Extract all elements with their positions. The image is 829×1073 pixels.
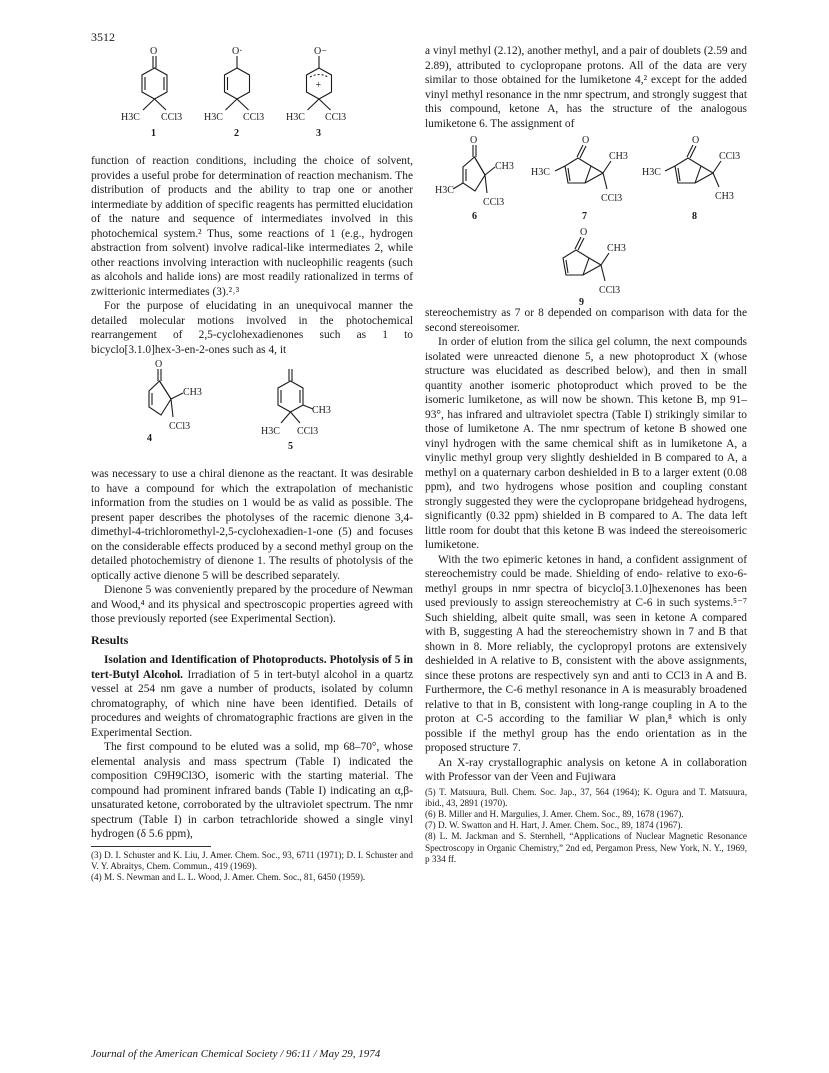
structure-8 xyxy=(642,135,740,222)
subsection-heading: Isolation and Identification of Photoproducts. Photolysis of 5 in tert-Butyl Alcohol. xyxy=(91,654,413,681)
paragraph: With the two epimeric ketones in hand, a confident assignment of stereochemistry could be made. Shielding of endo- relative to exo-6-methyl groups in nmr spectra of bicyclo[3.1.0]hexenones has been used previously to assign stereochemistry at C-6 in such systems.⁵⁻⁷ Such shielding, albeit quite small, was seen in ketone A compared with B, suggesting A had the stereochemistry shown in 7 and B that shown in 8. More reliably, the cyclopropyl protons are extensively deshielded in A relative to B, consistent with the above assignments, since these protons are respectively syn and anti to CCl3 in A and B. Furthermore, the C-6 methyl resonance in A is measurably broadened relative to that in B, consistent with long-range coupling in A to the proton at C-5 according to the familiar W plan,⁸ which is only possible if the methyl group has the endo orientation as in the proposed structure 7. xyxy=(425,553,747,754)
compound-label-2: 2 xyxy=(234,128,239,139)
structure-3 xyxy=(286,46,346,139)
paragraph: stereochemistry as 7 or 8 depended on comparison with data for the second stereoisomer. xyxy=(425,307,747,334)
fig3-oxygen-6: O xyxy=(470,135,478,146)
paragraph: function of reaction conditions, including the choice of solvent, provides a useful probe for determination of reaction mechanism. The distribution of products and the ability to trap one or another intermediate by addition of specific reagents has permitted elucidation of the nature and sequence of intermediates involved in this photochemical system.² Thus, some reactions of 1 (e.g., hydrogen abstraction from solvent) involve radical-like intermediates 2, while other reactions involving interaction with nucleophilic reagents (such as alcohols and halide ions) are most readily rationalized in terms of zwitterionic intermediates (3).²˒³ xyxy=(91,155,413,298)
fig3-oxygen-7: O xyxy=(582,135,590,146)
fig3-ch3-8: CH3 xyxy=(715,191,734,202)
structure-5 xyxy=(261,369,331,452)
fig2-ccl3-5: CCl3 xyxy=(297,426,319,437)
figure-structures-1-3 xyxy=(91,44,413,154)
fig2-ch3-5: CH3 xyxy=(312,405,331,416)
fig3-ch3-7: CH3 xyxy=(609,151,628,162)
structure-9 xyxy=(563,227,626,306)
fig3-ccl3-8: CCl3 xyxy=(719,151,741,162)
structure-2 xyxy=(204,46,264,139)
paragraph: Irradiation of 5 in tert-butyl alcohol in a quartz vessel at 254 nm gave a number of products, isolated by column chromatography, of which nine have been identified. Details of procedures and weights of chromatographic fractions are given in the Experimental Section. xyxy=(91,668,413,739)
fig1-oxygen-1: O xyxy=(150,46,158,57)
footnote: (8) L. M. Jackman and S. Sternhell, “Applications of Nuclear Magnetic Resonance Spectroscopy in Organic Chemistry,” 2nd ed, Pergamon Press, New York, N. Y., 1969, p 334 ff. xyxy=(425,831,747,864)
fig1-ccl3-2: CCl3 xyxy=(243,112,265,123)
fig1-oxygen-3: O− xyxy=(314,46,327,57)
footnote: (4) M. S. Newman and L. L. Wood, J. Amer. Chem. Soc., 81, 6450 (1959). xyxy=(91,871,366,882)
structure-6 xyxy=(435,135,514,222)
compound-label-1: 1 xyxy=(151,128,156,139)
fig3-h3c-7: H3C xyxy=(531,167,550,178)
fig1-ccl3-3: CCl3 xyxy=(325,112,347,123)
fig1-methyl-2: H3C xyxy=(204,112,223,123)
compound-label-5: 5 xyxy=(288,441,293,452)
fig3-ch3-9: CH3 xyxy=(607,243,626,254)
fig3-ccl3-6: CCl3 xyxy=(483,197,505,208)
journal-footer: Journal of the American Chemical Society / 96:11 / May 29, 1974 xyxy=(91,1048,381,1060)
figure-structures-4-5 xyxy=(91,357,413,467)
compound-label-3: 3 xyxy=(316,128,321,139)
fig3-oxygen-9: O xyxy=(580,227,588,238)
left-column xyxy=(91,44,413,883)
paragraph: a vinyl methyl (2.12), another methyl, and a pair of doublets (2.59 and 2.89), attributed to cyclopropane protons. All of the data are very similar to those obtained for the lumiketone 4,² except for the added vinyl methyl resonance in the nmr spectrum, and strongly suggest that this compound, ketone A, has the structure of the analogous lumiketone 6. The assignment of xyxy=(425,45,747,130)
fig3-ch3-6: CH3 xyxy=(495,161,514,172)
page-number: 3512 xyxy=(91,30,115,44)
paragraph: was necessary to use a chiral dienone as the reactant. It was desirable to have a compound for which the extrapolation of mechanistic information from the studies on 1 would be as valid as possible. The present paper describes the photolyses of the racemic dienone 3,4-dimethyl-4-trichloromethyl-2,5-cyclohexadien-1-one (5) and focuses on the considerable effects produced by a second methyl group on the detailed photochemistry of dienone 1. The results of photolysis of the optically active dienone 5 will be described separately. xyxy=(91,468,413,582)
section-heading: Results xyxy=(91,632,129,647)
footnote-rule xyxy=(91,846,211,847)
fig1-oxygen-2: O· xyxy=(232,46,243,57)
paragraph: Dienone 5 was conveniently prepared by the procedure of Newman and Wood,⁴ and its physical and spectroscopic properties agreed with those previously reported (see Experimental Section). xyxy=(91,584,413,625)
compound-label-6: 6 xyxy=(472,211,477,222)
right-column xyxy=(425,44,747,865)
footnote: (7) D. W. Swatton and H. Hart, J. Amer. Chem. Soc., 89, 1874 (1967). xyxy=(425,820,683,831)
structure-1 xyxy=(121,46,182,139)
fig1-methyl-1: H3C xyxy=(121,112,140,123)
compound-label-4: 4 xyxy=(147,433,152,444)
fig3-ccl3-9: CCl3 xyxy=(599,285,621,296)
fig3-h3c-8: H3C xyxy=(642,167,661,178)
svg-text:+: + xyxy=(315,80,322,91)
fig2-oxygen-4: O xyxy=(155,359,163,370)
paragraph: For the purpose of elucidating in an unequivocal manner the detailed molecular motions involved in the photochemical rearrangement of 2,5-cyclohexadienones such as 1 to bicyclo[3.1.0]hex-3-en-2-ones such as 4, it xyxy=(91,300,413,356)
fig3-h3c-6: H3C xyxy=(435,185,454,196)
compound-label-7: 7 xyxy=(582,211,587,222)
fig3-oxygen-8: O xyxy=(692,135,700,146)
compound-label-8: 8 xyxy=(692,211,697,222)
footnote: (6) B. Miller and H. Margulies, J. Amer. Chem. Soc., 89, 1678 (1967). xyxy=(425,808,684,819)
fig1-methyl-3: H3C xyxy=(286,112,305,123)
fig2-ccl3-4: CCl3 xyxy=(169,421,191,432)
paragraph: The first compound to be eluted was a solid, mp 68–70°, whose elemental analysis and mass spectrum (Table I) indicated the composition C9H9Cl3O, isomeric with the starting material. The compound had prominent infrared bands (Table I) indicating an α,β-unsaturated ketone, corroborated by the ultraviolet spectrum. The nmr spectrum (Table I) in carbon tetrachloride showed a single vinyl hydrogen (δ 5.6 ppm), xyxy=(91,741,413,840)
footnote: (3) D. I. Schuster and K. Liu, J. Amer. Chem. Soc., 93, 6711 (1971); D. I. Schuster and V. Y. Abraitys, Chem. Commun., 419 (1969). xyxy=(91,849,413,871)
fig1-ccl3-1: CCl3 xyxy=(161,112,183,123)
fig2-ch3-4: CH3 xyxy=(183,387,202,398)
compound-label-9: 9 xyxy=(579,297,584,306)
structure-4 xyxy=(147,359,202,444)
structure-7 xyxy=(531,135,628,222)
paragraph: An X-ray crystallographic analysis on ketone A in collaboration with Professor van der Veen and Fujiwara xyxy=(425,756,747,783)
paragraph: In order of elution from the silica gel column, the next compounds isolated were unreacted dienone 5, a new photoproduct X (whose structure was elucidated as described below), and then in small quantity another isomeric photoproduct which proved to be the isomeric lumiketone, as will now be shown. This ketone B, mp 91–93°, has infrared and ultraviolet spectra (Table I) strikingly similar to those of lumiketone A. The nmr spectrum of ketone B showed one vinyl hydrogen with the same chemical shift as in lumiketone A, a vinylic methyl group very slightly deshielded in B compared to A, a methyl on a quaternary carbon deshielded in B to a larger extent (0.08 ppm), and two hydrogens whose position and coupling constant strongly suggested they were the cyclopropane bridgehead hydrogens, significantly (0.32 ppm) shielded in B compared to A. The data left little room for doubt that this ketone B was indeed the stereoisomeric lumiketone. xyxy=(425,336,747,551)
figure-structures-6-9 xyxy=(425,131,747,306)
fig3-ccl3-7: CCl3 xyxy=(601,193,623,204)
footnote: (5) T. Matsuura, Bull. Chem. Soc. Jap., 37, 564 (1964); K. Ogura and T. Matsuura, ibid., 43, 2891 (1970). xyxy=(425,786,747,808)
footnotes xyxy=(91,850,413,884)
footnotes xyxy=(425,787,747,865)
fig2-h3c-5: H3C xyxy=(261,426,280,437)
